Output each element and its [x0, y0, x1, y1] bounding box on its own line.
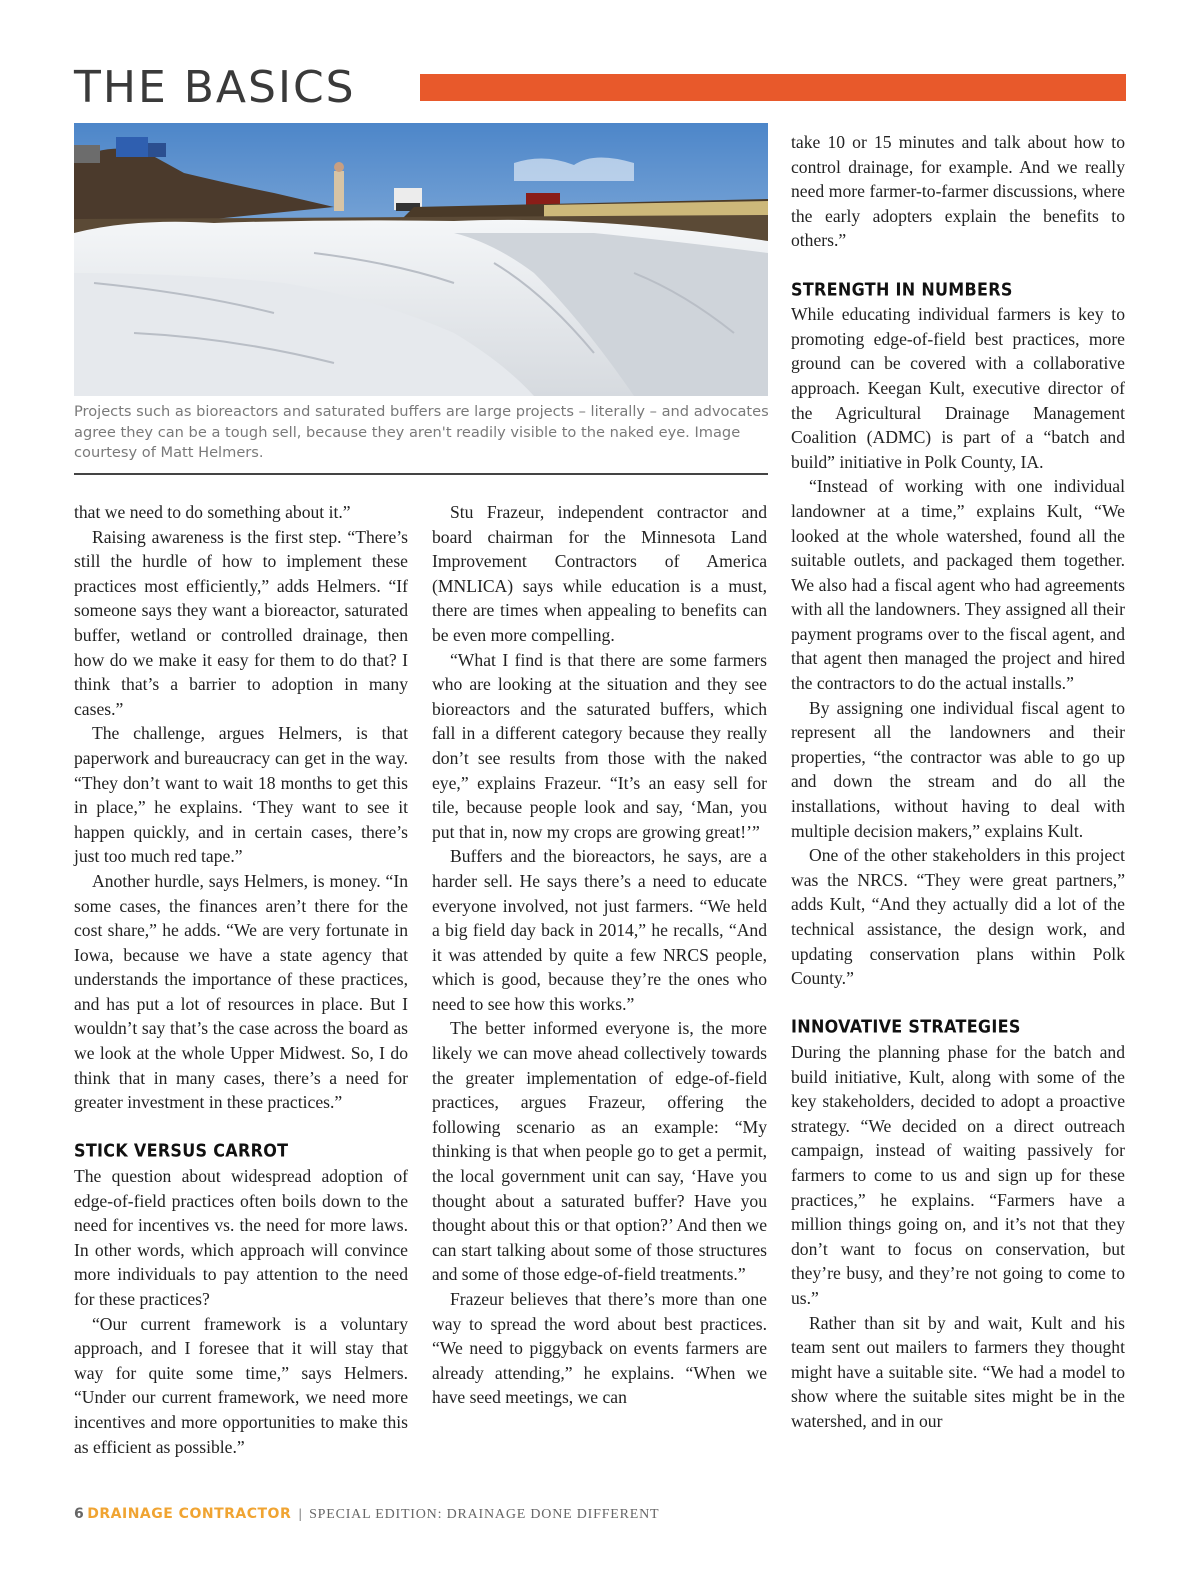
paragraph: Another hurdle, says Helmers, is money. “In some cases, the finances aren’t there for the cost share,” he adds. “We are very fortunate in Iowa, because we have a state agency that understands the importance of these practices, and has put a lot of resources in place. But I wouldn’t say that’s the case across the board as we look at the whole Upper Midwest. So, I do think that in many cases, there’s a need for greater investment in these practices.”: [74, 870, 408, 1113]
paragraph: Stu Frazeur, independent contractor and board chairman for the Minnesota Land Improvement Contractors of America (MNLICA) says while education is a must, there are times when appealing to benefits can be even more compelling.: [432, 502, 767, 645]
paragraph: take 10 or 15 minutes and talk about how to control drainage, for example. And we really need more farmer-to-farmer discussions, where the early adopters explain the benefits to others.”: [791, 132, 1125, 251]
paragraph: The question about widespread adoption of edge-of-field practices often boils down to the need for incentives vs. the need for more laws. In other words, which approach will convince more individuals to pay attention to the need for these practices?: [74, 1166, 408, 1309]
article-column-3: [791, 130, 1125, 1433]
article-photo: [74, 123, 768, 396]
page-footer: [74, 1504, 659, 1525]
subheading-strength-in-numbers: STRENGTH IN NUMBERS: [791, 278, 1013, 300]
subheading-innovative-strategies: INNOVATIVE STRATEGIES: [791, 1016, 1021, 1038]
page-number: 6: [74, 1506, 84, 1522]
paragraph: “Our current framework is a voluntary approach, and I foresee that it will stay that way for quite some time,” says Helmers. “Under our current framework, we need more incentives and more opportunities to make this as efficient as possible.”: [74, 1313, 408, 1457]
paragraph: Buffers and the bioreactors, he says, are a harder sell. He says there’s a need to educate everyone involved, not just farmers. “We held a big field day back in 2014,” he recalls, “And it was attended by quite a few NRCS people, which is good, because they’re the ones who need to see how this works.”: [432, 846, 767, 1014]
paragraph: Raising awareness is the first step. “There’s still the hurdle of how to implement these practices most efficiently,” adds Helmers. “If someone says they want a bioreactor, saturated buffer, wetland or controlled drainage, then how do we make it easy for them to do that? I think that’s a barrier to adoption in many cases.”: [74, 526, 408, 719]
paragraph: “What I find is that there are some farmers who are looking at the situation and they see bioreactors and the saturated buffers, which fall in a different category because they really don’t see results from those with the naked eye,” explains Frazeur. “It’s an easy sell for tile, because people look and say, ‘Man, you put that in, now my crops are growing great!’”: [432, 649, 767, 842]
photo-caption: Projects such as bioreactors and saturated buffers are large projects – literally – and advocates agree they can be a tough sell, because they aren't readily visible to the naked eye. Image courtesy of Matt Helmers.: [74, 403, 769, 461]
caption-divider: [74, 473, 768, 475]
paragraph: Rather than sit by and wait, Kult and his team sent out mailers to farmers they thought might have a suitable site. “We had a model to show where the suitable sites might be in the watershed, and in our: [791, 1312, 1125, 1431]
title-accent-bar: [420, 74, 1126, 101]
footer-separator: |: [298, 1507, 302, 1522]
paragraph: By assigning one individual fiscal agent to represent all the landowners and their properties, “the contractor was able to go up and down the stream and do all the installations, without having to deal with multiple decision makers,” explains Kult.: [791, 697, 1125, 841]
paragraph: The better informed everyone is, the more likely we can move ahead collectively towards the greater implementation of edge-of-field practices, argues Frazeur, offering the following scenario as an example: “My thinking is that when people go to get a permit, the local government unit can say, ‘Have you thought about a saturated buffer? Have you thought about this or that option?’ And then we can start talking about some of those structures and some of those edge-of-field treatments.”: [432, 1018, 767, 1285]
subheading-stick-versus-carrot: STICK VERSUS CARROT: [74, 1140, 289, 1162]
paragraph: Frazeur believes that there’s more than one way to spread the word about best practices. “We need to piggyback on events farmers are already attending,” he explains. “When we have seed meetings, we can: [432, 1289, 767, 1408]
paragraph: The challenge, argues Helmers, is that paperwork and bureaucracy can get in the way. “They don’t want to wait 18 months to get this in place,” he explains. ‘They want to see it happen quickly, and in certain cases, there’s just too much red tape.”: [74, 723, 408, 867]
article-column-1: [74, 500, 408, 1459]
section-title: THE BASICS: [74, 62, 356, 113]
paragraph: “Instead of working with one individual landowner at a time,” explains Kult, “We looked at the whole watershed, found all the suitable outlets, and packaged them together. We also had a fiscal agent who had agreements with all the landowners. They assigned all their payment programs over to the fiscal agent, and that agent then managed the project and hired the contractors to do the actual installs.”: [791, 476, 1125, 694]
paragraph: that we need to do something about it.”: [74, 502, 351, 522]
publication-name: DRAINAGE CONTRACTOR: [87, 1506, 292, 1522]
edition-name: SPECIAL EDITION: DRAINAGE DONE DIFFERENT: [309, 1507, 660, 1522]
article-column-2: [432, 500, 767, 1410]
paragraph: While educating individual farmers is key to promoting edge-of-field best practices, more ground can be covered with a collaborative approach. Keegan Kult, executive director of the Agricultural Drainage Management Coalition (ADMC) is part of a “batch and build” initiative in Polk County, IA.: [791, 304, 1125, 472]
paragraph: During the planning phase for the batch and build initiative, Kult, along with some of the key stakeholders, decided to adopt a proactive strategy. “We decided on a direct outreach campaign, instead of waiting passively for farmers to come to us and sign up for these practices,” he explains. “Farmers have a million things going on, and it’s not that they don’t want to focus on conservation, but they’re busy, and they’re not going to come to us.”: [791, 1041, 1125, 1308]
paragraph: One of the other stakeholders in this project was the NRCS. “They were great partners,” adds Kult, “And they actually did a lot of the technical assistance, the design work, and updating conservation plans within Polk County.”: [791, 845, 1125, 989]
